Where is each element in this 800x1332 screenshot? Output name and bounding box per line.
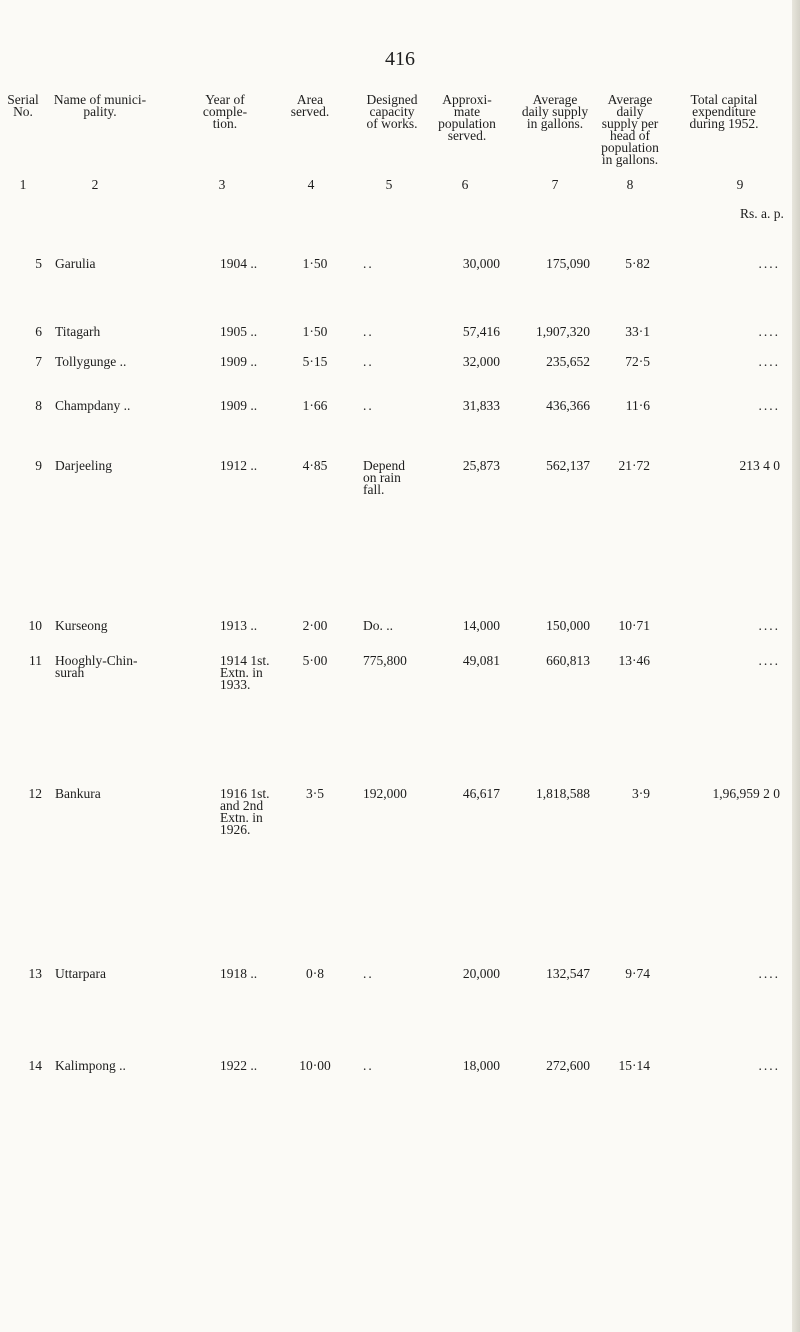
header-area-served: Area served. — [290, 92, 330, 119]
cell-population: 20,000 — [462, 966, 500, 981]
cell-serial: 14 — [28, 1058, 42, 1073]
cell-expenditure: .... — [758, 618, 780, 633]
cell-name: Tollygunge .. — [55, 354, 127, 369]
column-number: 3 — [218, 177, 226, 192]
cell-population: 49,081 — [462, 653, 500, 668]
cell-capacity: .. — [363, 324, 374, 339]
cell-supply: 1,818,588 — [536, 786, 590, 801]
cell-area: 3·5 — [306, 786, 324, 801]
cell-area: 10·00 — [299, 1058, 331, 1073]
cell-name: Champdany .. — [55, 398, 131, 413]
cell-year: 1904 .. — [220, 256, 258, 271]
cell-expenditure: .... — [758, 966, 780, 981]
column-number: 1 — [19, 177, 27, 192]
cell-population: 31,833 — [462, 398, 500, 413]
header-population-served: Approxi- mate population served. — [438, 92, 496, 143]
cell-serial: 10 — [28, 618, 42, 633]
cell-population: 57,416 — [462, 324, 500, 339]
column-number: 2 — [91, 177, 99, 192]
cell-area: 4·85 — [302, 458, 328, 473]
cell-capacity: Do. .. — [363, 618, 393, 633]
header-serial-no: Serial No. — [7, 92, 39, 119]
column-number: 9 — [736, 177, 744, 192]
cell-year: 1913 .. — [220, 618, 258, 633]
cell-area: 1·50 — [302, 256, 328, 271]
cell-area: 2·00 — [302, 618, 328, 633]
cell-per-head: 10·71 — [618, 618, 650, 633]
cell-expenditure: .... — [758, 1058, 780, 1073]
cell-name: Kurseong — [55, 618, 108, 633]
cell-year: 1909 .. — [220, 398, 258, 413]
header-municipality: Name of munici- pality. — [53, 92, 147, 119]
cell-per-head: 9·74 — [625, 966, 650, 981]
cell-name: Bankura — [55, 786, 101, 801]
cell-expenditure: .... — [758, 256, 780, 271]
column-number: 6 — [461, 177, 469, 192]
cell-name: Garulia — [55, 256, 96, 271]
cell-per-head: 72·5 — [625, 354, 650, 369]
cell-capacity: Depend on rain fall. — [363, 458, 405, 497]
cell-per-head: 15·14 — [618, 1058, 650, 1073]
cell-name: Titagarh — [55, 324, 101, 339]
cell-name: Hooghly-Chin- surah — [55, 653, 138, 680]
cell-serial: 13 — [28, 966, 42, 981]
cell-year: 1922 .. — [220, 1058, 258, 1073]
cell-serial: 7 — [35, 354, 42, 369]
cell-year: 1905 .. — [220, 324, 258, 339]
cell-name: Uttarpara — [55, 966, 106, 981]
cell-per-head: 5·82 — [625, 256, 650, 271]
cell-capacity: .. — [363, 966, 374, 981]
header-total-capital-expenditure: Total capital expenditure during 1952. — [689, 92, 759, 131]
cell-expenditure: 1,96,959 2 0 — [712, 786, 780, 801]
cell-per-head: 11·6 — [625, 398, 650, 413]
column-number: 8 — [626, 177, 634, 192]
cell-serial: 11 — [29, 653, 42, 668]
cell-supply: 235,652 — [546, 354, 590, 369]
cell-supply: 272,600 — [546, 1058, 590, 1073]
cell-per-head: 3·9 — [632, 786, 650, 801]
cell-supply: 436,366 — [546, 398, 590, 413]
cell-serial: 12 — [28, 786, 42, 801]
currency-unit-label: Rs. a. p. — [740, 206, 784, 221]
cell-year: 1918 .. — [220, 966, 258, 981]
cell-supply: 132,547 — [546, 966, 590, 981]
cell-serial: 5 — [35, 256, 42, 271]
header-average-daily-supply: Average daily supply in gallons. — [521, 92, 589, 131]
cell-supply: 1,907,320 — [536, 324, 590, 339]
cell-area: 0·8 — [306, 966, 324, 981]
cell-area: 5·00 — [302, 653, 328, 668]
cell-name: Kalimpong .. — [55, 1058, 126, 1073]
header-supply-per-head: Average daily supply per head of population in gallons. — [601, 92, 659, 167]
cell-supply: 175,090 — [546, 256, 590, 271]
page-edge — [792, 0, 800, 1332]
cell-serial: 8 — [35, 398, 42, 413]
cell-population: 32,000 — [462, 354, 500, 369]
cell-serial: 6 — [35, 324, 42, 339]
cell-capacity: .. — [363, 354, 374, 369]
cell-population: 30,000 — [462, 256, 500, 271]
cell-year: 1916 1st. and 2nd Extn. in 1926. — [220, 786, 270, 837]
cell-area: 1·50 — [302, 324, 328, 339]
cell-serial: 9 — [35, 458, 42, 473]
cell-area: 1·66 — [302, 398, 328, 413]
cell-per-head: 21·72 — [618, 458, 650, 473]
cell-population: 46,617 — [462, 786, 500, 801]
cell-population: 14,000 — [462, 618, 500, 633]
cell-capacity: .. — [363, 256, 374, 271]
cell-expenditure: .... — [758, 398, 780, 413]
cell-capacity: .. — [363, 398, 374, 413]
cell-per-head: 13·46 — [618, 653, 650, 668]
cell-year: 1914 1st. Extn. in 1933. — [220, 653, 270, 692]
page-number: 416 — [385, 48, 415, 70]
cell-year: 1912 .. — [220, 458, 258, 473]
cell-expenditure: .... — [758, 324, 780, 339]
column-number: 7 — [551, 177, 559, 192]
column-number: 5 — [385, 177, 393, 192]
cell-capacity: .. — [363, 1058, 374, 1073]
cell-expenditure: .... — [758, 354, 780, 369]
cell-supply: 150,000 — [546, 618, 590, 633]
cell-population: 18,000 — [462, 1058, 500, 1073]
cell-expenditure: .... — [758, 653, 780, 668]
header-year-of-completion: Year of comple- tion. — [202, 92, 248, 131]
cell-capacity: 775,800 — [363, 653, 407, 668]
cell-per-head: 33·1 — [625, 324, 650, 339]
cell-name: Darjeeling — [55, 458, 112, 473]
header-designed-capacity: Designed capacity of works. — [366, 92, 418, 131]
cell-area: 5·15 — [302, 354, 328, 369]
cell-expenditure: 213 4 0 — [739, 458, 780, 473]
cell-supply: 660,813 — [546, 653, 590, 668]
cell-supply: 562,137 — [546, 458, 590, 473]
column-number: 4 — [307, 177, 315, 192]
cell-population: 25,873 — [462, 458, 500, 473]
cell-capacity: 192,000 — [363, 786, 407, 801]
cell-year: 1909 .. — [220, 354, 258, 369]
